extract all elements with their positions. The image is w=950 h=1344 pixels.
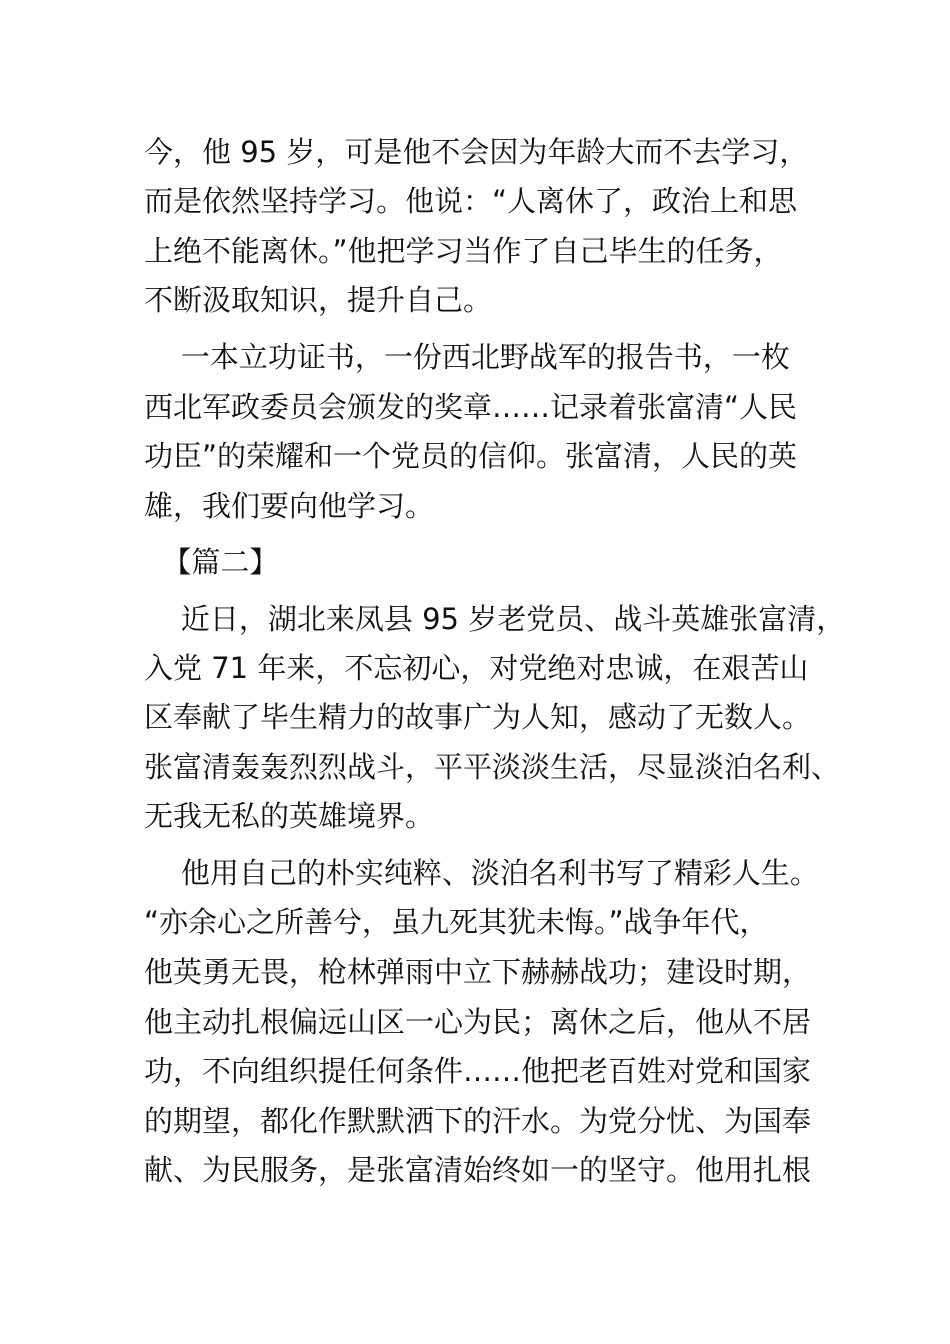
text-line: 入党 71 年来，不忘初心，对党绝对忠诚，在艰苦山 bbox=[144, 651, 809, 685]
text-line: 而是依然坚持学习。他说：“人离休了，政治上和思 bbox=[144, 184, 798, 218]
text-line: 上绝不能离休。”他把学习当作了自己毕生的任务， bbox=[144, 234, 783, 268]
text-line: 雄，我们要向他学习。 bbox=[144, 489, 435, 523]
text-line: 功臣”的荣耀和一个党员的信仰。张富清，人民的英 bbox=[144, 439, 798, 473]
text-line: 不断汲取知识，提升自己。 bbox=[144, 283, 493, 317]
paragraph-first-line: 他用自己的朴实纯粹、淡泊名利书写了精彩人生。 bbox=[144, 856, 819, 890]
text-line: 西北军政委员会颁发的奖章……记录着张富清“人民 bbox=[144, 390, 798, 424]
paragraph-first-line: 一本立功证书，一份西北野战军的报告书，一枚 bbox=[144, 340, 790, 374]
text-line: 今，他 95 岁，可是他不会因为年龄大而不去学习， bbox=[144, 135, 809, 169]
section-heading: 【篇二】 bbox=[144, 545, 279, 579]
text-line: 张富清轰轰烈烈战斗，平平淡淡生活，尽显淡泊名利、 bbox=[144, 750, 841, 784]
text-line: 区奉献了毕生精力的故事广为人知，感动了无数人。 bbox=[144, 700, 812, 734]
text-line: 献、为民服务，是张富清始终如一的坚守。他用扎根 bbox=[144, 1153, 812, 1187]
text-line: 的期望，都化作默默洒下的汗水。为党分忧、为国奉 bbox=[144, 1104, 812, 1138]
paragraph-first-line: 近日，湖北来凤县 95 岁老党员、战斗英雄张富清， bbox=[144, 602, 846, 636]
text-line: 他英勇无畏，枪林弹雨中立下赫赫战功；建设时期， bbox=[144, 955, 812, 989]
text-line: 功，不向组织提任何条件……他把老百姓对党和国家 bbox=[144, 1054, 812, 1088]
text-line: “亦余心之所善兮，虽九死其犹未悔。”战争年代， bbox=[144, 905, 769, 939]
text-line: 无我无私的英雄境界。 bbox=[144, 799, 435, 833]
text-line: 他主动扎根偏远山区一心为民；离休之后，他从不居 bbox=[144, 1005, 812, 1039]
